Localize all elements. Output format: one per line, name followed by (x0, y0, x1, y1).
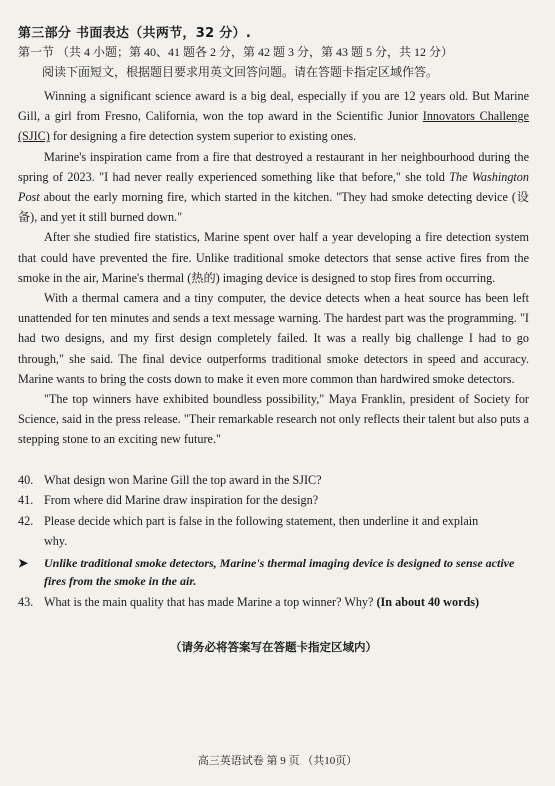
q40-text: What design won Marine Gill the top award in the SJIC? (44, 472, 322, 487)
q43-text: What is the main quality that has made Marine a top winner? Why? (44, 594, 377, 609)
washington-post: The Washington Post (18, 169, 529, 205)
question-43 (18, 592, 529, 613)
section-line: 第一节 （共 4 小题；第 40、41 题各 2 分，第 42 题 3 分，第 43 题 5 分，共 12 分） (18, 45, 454, 59)
q40-number: 40. (18, 472, 34, 487)
question-41 (18, 490, 529, 511)
paragraph-2 (18, 147, 529, 228)
q43-word-limit: (In about 40 words) (376, 594, 480, 609)
q43-number: 43. (18, 594, 34, 609)
question-42 (18, 511, 529, 532)
page-footer: 高三英语试卷 第 9 页 （共10页） (197, 755, 358, 767)
question-42-cont: why. (44, 534, 68, 549)
sjic-underlined: Innovators Challenge (SJIC) (18, 109, 529, 144)
statement-text: Unlike traditional smoke detectors, Marine's thermal imaging device is designed to sense active fires from the smoke in the air. (44, 555, 515, 588)
passage (18, 86, 529, 450)
q42-text: Please decide which part is false in the following statement, then underline it and explain (44, 513, 479, 528)
q42-number: 42. (18, 513, 34, 528)
p2-text-a: Marine's inspiration came from a fire that destroyed a restaurant in her neighbourhood during the spring of 2023. "I had never really experienced something like that before," she told (18, 149, 529, 184)
questions (18, 470, 529, 613)
p1-text-a: Winning a significant science award is a big deal, especially if you are 12 years old. But Marine Gill, a girl from Fresno, California, won the top award in the Scientific Junior (18, 89, 529, 124)
paragraph-3: After she studied fire statistics, Marine spent over half a year developing a fire detection system that could have prevented the fire. Unlike traditional smoke detectors that sense active fires from the smoke in the air, Marine's thermal (热的) imaging device is designed to stop fires from occurring. (18, 230, 529, 285)
arrow-icon: ➤ (18, 555, 29, 570)
question-40 (18, 470, 529, 491)
paragraph-4: With a thermal camera and a tiny computer, the device detects when a heat source has been left unattended for ten minutes and sends a text message warning. The hardest part was the programming. "I had two designs, and my first design completely failed. It was a really big challenge I had to go through," she said. The final device outperforms traditional smoke detectors in speed and accuracy. Marine wants to bring the costs down to make it even more common than hardwired smoke detectors. (18, 291, 529, 386)
paragraph-1 (18, 86, 529, 147)
instructions: 阅读下面短文，根据题目要求用英文回答问题。请在答题卡指定区域作答。 (42, 65, 439, 79)
q41-number: 41. (18, 493, 34, 508)
statement (18, 554, 529, 590)
part-title: 第三部分 书面表达（共两节，32 分）. (18, 26, 252, 41)
answer-note: （请务必将答案写在答题卡指定区域内） (170, 640, 377, 655)
paragraph-5: "The top winners have exhibited boundless possibility," Maya Franklin, president of Society for Science, said in the press release. "Their remarkable research not only reflects their talent but also puts a stepping stone to an exciting new future." (18, 392, 529, 447)
q41-text: From where did Marine draw inspiration for the design? (44, 493, 319, 508)
p1-text-b: for designing a fire detection system superior to existing ones. (49, 129, 357, 144)
p2-text-b: about the early morning fire, which started in the kitchen. "They had smoke detecting device (设备), and yet it still burned down." (18, 190, 529, 225)
